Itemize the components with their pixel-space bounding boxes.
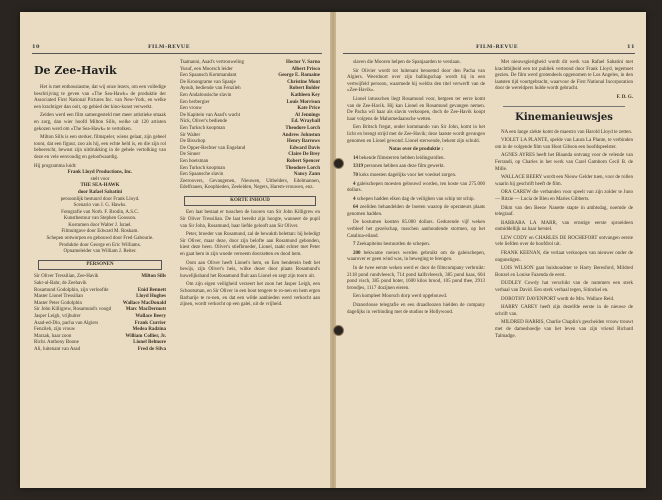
credit-line: Opnameleider van William J. Reiter. (63, 249, 137, 255)
paragraph-3: Milton Sills is een sterker, filmspeler, wiens gelaat, zijn geheel toont, dat een figuur, zoo als hij, een echte held is, en die zijn rol beheerscht, bewust zijn uitdrukking in de gehele vertolking van deze en vele eenvoudig en geloofwaardig. (34, 135, 166, 160)
cast-actor: Louis Morrison (286, 99, 320, 105)
cast-role: Zeeroovers, Gevangenen, Nieuwen, Uitbelders, Edelmannen, Edelfrauen, Koophieden, Zeeleiden, Negers, Harem-vrouwen, enz. (180, 178, 320, 191)
cast-role: Een Andalousische slavin (180, 92, 232, 98)
cast-actor: Enid Bennett (137, 287, 166, 293)
cast-row (34, 327, 166, 334)
cast-role: De Sinner (180, 152, 201, 158)
note-number: 4 (353, 196, 356, 202)
cast-row (34, 347, 166, 354)
cast-row (180, 126, 320, 133)
cast-row (180, 60, 320, 67)
cast-actor: Christine Mont (287, 79, 320, 85)
film-title: THE SEA-HAWK (80, 183, 120, 189)
cast-row (34, 307, 166, 314)
note-text: Zeekapiteins bestuurden de schepen. (356, 242, 431, 248)
news-item: MILDRED HARRIS, Charlie Chaplin's gescheiden vrouw trouwt met de dameshoedje van het leven van zijn vriend Richard Talmadge. (495, 320, 633, 339)
binder-hole (333, 158, 344, 169)
synopsis-paragraph: Oom aan Oliver heeft Lionel's hem, en Een bendetein bedt het bewijs, zijn Oliver's heis, wilke dezer door plaats Rosamund's huwelijksband het Rosamund fluit aan Lionel en zegt zijn toorn uit. (180, 260, 320, 279)
news-item: WALLACE BEERY wordt een Nieuw Gelder tuen, voor de rollen waarin hij geschrift heeft de film. (495, 175, 634, 187)
cast-role: Sir Walter (180, 132, 201, 138)
note-text: bekende filmsterren hebben leidingsrollen. (359, 155, 445, 161)
cast-actor: Hector V. Sarno (285, 60, 320, 65)
cast-row (34, 321, 166, 328)
story-paragraph: Sir Olivier wordt tot luitenant benoemd door den Pacha van Algiers. Weerdoort over zijn ballingschap wordt hij in een vertwijfeld persoon, waarmede hij weldra den titel verwerft van de »Zee-Havik«. (347, 68, 485, 94)
credits-list (34, 197, 166, 256)
cast-row (180, 139, 320, 146)
cast-row (34, 340, 166, 347)
cast-actor: Nancy Zann (293, 172, 320, 178)
news-item: VIOLET LA PLANTE, spelde van Laura La Plante, te verbinden om in de volgende film van Hoot Gibson een hoofdspeelster. (495, 138, 633, 150)
cast-role: Een herbergier (180, 99, 210, 105)
left-page-column-2 (180, 60, 320, 311)
cast-actor: Kate Price (297, 106, 320, 112)
credit-line: Kunstbestuur van Stephen Goosson. (63, 216, 137, 222)
magazine-spread (20, 12, 646, 488)
cast-row (180, 113, 320, 120)
cast-role: Een Spaansch Kommandant (180, 73, 237, 79)
note-number: 3319 (353, 164, 363, 170)
intro-paragraph: Het is met enthousiasme, dat wij onze lezers, om een volledige beschrijving te geven van »The Sea-Hawk« de produktie der Associated First National Pictures Inc. van New-York, en welke een krachtiger dan ooit, op gebied der kino-kunst verwerkt. (34, 85, 166, 110)
production-note (347, 164, 485, 171)
production-note (347, 242, 485, 249)
cast-role: Ali, luitenant van Asad (34, 346, 81, 352)
note-text: Dranorlouse telegrafie en eeu draadloozen hielden de company dagelijks in verbinding met de studios te Hollywood. (347, 303, 485, 315)
cast-row (180, 100, 320, 107)
cast-role: Rosamund Godolphin, zijn verloofde (34, 287, 109, 293)
credit-line: Scenario van J. G. Hawks. (73, 203, 127, 209)
cast-row (180, 93, 320, 100)
cast-row (34, 281, 166, 288)
story-paragraph: Lionel intusschen liegt Rosamund voor, hetgeen ter eerre komt van de Zee-Havik. Hij kan Lionel en Rosamund gevangen nemen. De Pacha wil haar als slavin verkoopen, doch de Zee-Havik koopt haar volgens de Mahomedaansche wetten. (347, 96, 485, 122)
cast-row (180, 67, 320, 74)
cast-role: Master Peter Godolphin (34, 300, 83, 306)
news-item: BARBARA LA MARR, van ernstige eerste sproeideen onmiddellijk na haar herstel. (495, 220, 633, 233)
cast-row (180, 133, 320, 140)
paragraph-2: Zelden werd een film samengesteld met meer artistieke smaak en zorg, dan wier hoofd Milton Sills, welke uit 120 artisten gekozen werd om »The Sea-Hawk« te vertolken. (34, 113, 166, 132)
right-running-head: FILM-REVUE (476, 44, 519, 50)
production-note (347, 182, 485, 195)
cast-actor: William Collier, Jr. (125, 333, 166, 339)
cast-row (180, 106, 320, 113)
news-item: FRANK KEENAN, die verlaat verkoopen van nieuwer onder de ongunstigen. (495, 251, 633, 263)
cast-role: Asad-ed-Din, pacha van Algiers (34, 320, 99, 326)
note-text: bekwame roeiers werden gebruikt om de galeischepen, waarover er geen wind was, in beweging te brengen. (347, 250, 485, 263)
note-text: schepen hadden elken dag de veilighen van schip tot schip. (356, 196, 475, 202)
cast-role: Sakr-al-Bahr, de Zeehavik (34, 281, 87, 287)
cast-actor: Al Jennings (294, 112, 320, 118)
right-page-column-2 (495, 60, 633, 342)
cast-role: Sir John Killigrew, Rosamund's voogd (34, 307, 112, 313)
cast-actor: Theodore Lorch (285, 165, 320, 171)
cast-role: Een boetsman (180, 158, 209, 164)
cast-role: Yusuf, een Moorsch leider (180, 66, 233, 72)
cast-label-box: PERSONEN (38, 260, 162, 271)
cast-row (180, 73, 320, 80)
left-header-rule (32, 53, 322, 54)
synopsis-paragraph: Om zijn eigen veiligheid verzeert het zoon het Jasper Leigh, een Schootsman, en Sir Oliver in een boot tengere te ro-nen en hem ergen Barbarije te ro-nen, en dat een wilde aanbieden werd verkocht aan zijnen, wordt verkocht op een galei, uit de vrijheid. (180, 282, 320, 308)
cast-row (180, 119, 320, 126)
left-page (20, 12, 333, 488)
cast-role: Een vrouw (180, 106, 202, 112)
credit-line: Produktie door George en Eric Williams. (59, 242, 141, 248)
cast-role: Jasper Leigh, vrijbuiter (34, 314, 81, 319)
cast-list-right (180, 60, 320, 192)
cast-role: De Bisschop (180, 139, 206, 145)
note-text: galeischepen moesten gebouwd worden, ten koste van 275.000 dollars. (347, 181, 485, 194)
cast-actor: Theodore Lorch (285, 125, 320, 131)
cast-role: Nick, Oliver's bediende (180, 119, 228, 125)
cast-actor: Marc MacDermott (125, 307, 166, 313)
cast-list-left (34, 274, 166, 353)
right-page-number: 11 (627, 44, 635, 50)
news-item: DUDLEY Cowdy hat verschikt van de nummers een sterk verhaal van David. Een sterk verhaal tegen, Sitinckel en. (495, 281, 633, 294)
news-item: HARRY CAREY heeft zijn dezelfde eerste in de nieuwe de schrift van. (495, 305, 633, 317)
cast-role: De Opper-Rechter van Engeland (180, 145, 246, 151)
cast-row (34, 314, 166, 321)
cast-actor: Henry Barrows (286, 139, 320, 145)
production-note (347, 205, 485, 218)
note-text: De kostumen kostten 85.000 dollars. Gedurende vijf weken verbleef het gezelschap, tusschen aanhoudende stormen, op het Catalina-eiland. (347, 220, 485, 239)
cast-role: Sir Oliver Tressilian, Zee-Havik (34, 274, 99, 280)
synopsis-paragraph: Peter, broeder van Rosamund, zal de bewakth belettan: hij beledigt Sir Oliver, maar deze, door zijn belofte aan Rosamund gebonden, kiest deze heen. Oliver's stiefbroeder, Lionel, raakt echter met Peter en gaat hem in zijn woede verneem doorzetten en dood hem. (180, 232, 320, 258)
cast-row (34, 274, 166, 281)
credit-line: Schepen ontworpen en gebouwd door Fred Gabourie. (46, 236, 154, 242)
cast-role: Een Spaansche slavin (180, 172, 224, 178)
section-divider (503, 106, 625, 107)
cast-role: Master Lionel Tressilian (34, 294, 83, 300)
production-notes-list (347, 156, 485, 316)
cast-actor: Wallace MacDonald (122, 300, 166, 306)
left-page-column-1 (34, 60, 166, 354)
presents-line: stelt voor (90, 176, 110, 182)
production-notes-heading: Notas over de produktie : (388, 147, 444, 153)
story-paragraph: slaven die Mooren helpen de Spanjaarden te verslaan. (353, 60, 461, 65)
news-item: LOIS WILSON gaat huishoudster te Harry Beresford, Mildred Bonzel en Louise Fazenda de eerst. (495, 266, 633, 278)
cast-actor: George E. Romaine (278, 73, 320, 79)
news-item: Dikm van den Beeze Nanette stapte in ambtsdag, noemde de telegraaf. (495, 205, 633, 218)
credit-line: Kostumen door Walter J. Israel. (68, 222, 132, 228)
cast-actor: Fred de Silva (137, 346, 166, 352)
production-note (347, 294, 485, 301)
note-number: 4 (353, 181, 356, 187)
synopsis-label-box: KORTE INHOUD (184, 196, 316, 207)
cast-row (34, 288, 166, 295)
cast-actor: Edward Davis (289, 145, 320, 151)
news-section-title: Kinemanieuwsjes (515, 111, 613, 123)
note-text: personen hebben aan deze film gewerkt. (364, 164, 445, 170)
cast-actor: Robert Spencer (286, 158, 320, 164)
cast-actor: Lionel Belmore (133, 340, 166, 346)
production-note (347, 220, 485, 240)
right-page (333, 12, 646, 488)
synopsis-paragraph: Een laat bestaat er tusschen de hooren van Sir John Killigrew en Sir Oliver Tressilian. De laat bereikt zijn hoogte, wanneer de pupil van Sir John, Rosamund, haar liefde gelooft aan Sir Oliver. (180, 210, 320, 229)
cast-role: Een Turksch koopman (180, 165, 225, 171)
cast-row (180, 80, 320, 87)
right-page-column-1 (347, 60, 485, 318)
binder-hole (333, 325, 344, 336)
cast-role: Tsamanni, Asad's vertrouweling (180, 60, 245, 65)
cast-actor: Lloyd Hughes (136, 294, 166, 300)
cast-row (180, 179, 320, 192)
news-item: NA een lange ziekte komt de maestro van Harold Lloyd te zetten. (501, 129, 633, 135)
cast-actor: Albert Prisco (291, 66, 320, 72)
cast-actor: Andrew Johnston (282, 132, 320, 138)
note-text: Een kompleet Moorsch dorp werd opgebouwd. (353, 294, 448, 300)
article-title: De Zee-Havik (34, 64, 117, 77)
cast-row (180, 152, 320, 159)
cast-actor: Robert Bolder (289, 86, 320, 92)
production-note (347, 156, 485, 163)
note-text: In de twee eerste weken werd er door de filmcompany verbruikt: 2118 pond rundvleesch, 714 pond kalfsvleesch, 385 pond kaas, 604 pond visch, 385 pond boter, 1600 kilos brood, 105 pond thee, 2913 broodjes, 1117 dozijnen eieren. (347, 266, 485, 291)
right-header-rule (343, 53, 635, 54)
credit-line: persoonlijk bestuurd door Frank Lloyd. (60, 196, 140, 202)
news-item: DOROTHY DAVENPORT wordt de Mrs. Wallace Reid. (501, 296, 615, 302)
cast-actor: Medea Radzina (132, 327, 166, 333)
production-note (347, 266, 485, 292)
cast-row (180, 159, 320, 166)
production-company: Frank Lloyd Productions, Inc. (67, 170, 133, 176)
story-paragraph: Een Britsch fregat, onder kommando van Sir John, komt in het licht en brengt strijd met de Zee-Havik; deze laatste wordt gevangen genomen en Lionel gewond. Lionel sterwende, bekent zijn schuld. (347, 125, 485, 144)
production-note (347, 173, 485, 180)
left-running-head: FILM-REVUE (148, 44, 191, 50)
cast-row (180, 86, 320, 93)
author-line: door Rafael Sabatini (77, 189, 123, 195)
cast-role: Fenzileh, zijn vrouw (34, 327, 76, 333)
cast-row (34, 294, 166, 301)
note-number: 200 (353, 250, 361, 256)
cast-actor: Kathleen Key (290, 92, 320, 98)
credit-line: Filmuitgave door Edward M. Roskam. (61, 229, 139, 235)
cast-role: Marzak, haar zoon (34, 333, 72, 339)
note-number: 7 (353, 242, 356, 248)
cast-row (34, 301, 166, 308)
credit-line: Fotografie van Norb. F. Brodin, A.S.C. (61, 209, 139, 215)
cast-actor: Wallace Beery (135, 314, 166, 319)
cast-row (180, 172, 320, 179)
program-heading: Hij programma luidt: (34, 163, 77, 169)
author-signature: F. D. G. (616, 94, 633, 100)
production-note (347, 251, 485, 264)
note-number: 14 (353, 155, 358, 161)
note-number: 70 (353, 172, 358, 178)
cast-role: Ayoub, bediende van Fenzileh (180, 86, 241, 92)
production-note (347, 197, 485, 204)
cast-role: De Kroongrame van Spanje (180, 79, 236, 85)
news-item: ORA CAREW die verbanden voor speelt van zijn zolder te Juno — Ritzie — Lucia de Bleu en Maries Gibberts. (495, 190, 633, 202)
cast-row (34, 334, 166, 341)
cast-actor: Frank Currier (134, 320, 166, 326)
note-text: koks moesten dagelijks voor het voedsel zorgen. (359, 172, 457, 178)
note-number: 64 (353, 205, 358, 211)
left-page-number: 10 (32, 44, 40, 50)
cast-role: Richt. Anthony Boone (34, 340, 79, 346)
cast-row (180, 146, 320, 153)
cast-role: Een Turksch koopman (180, 125, 225, 131)
cast-role: De Kapitein van Asad's wacht (180, 112, 241, 118)
cast-actor: Milton Sills (141, 274, 166, 280)
cast-row (180, 166, 320, 173)
closing-paragraph: Met nieuwsgierigheid wordt dit werk van Rafael Sabatini met krachtbijbeid een tot publiek vertoond door Frank Lloyd, tegemoet gezien. De film werd grotendeels opgenomen te Los Angeles, in den laatsten tijd voortgebracht, waarvoor de First National Incorporation door de wereldpers hulde wordt gebracht. (495, 60, 633, 92)
production-note (347, 303, 485, 316)
news-list (495, 130, 633, 341)
note-text: zeeliden behandelden de boeten waarop de operateurs plaats genomen hadden. (347, 205, 485, 217)
news-item: AGNES AYRES heeft het Blaanda ontvang voor de velende van Ferrandi, op Charles in het werk van Carel Gamborn Cecil B. de Mille. (495, 153, 633, 172)
news-item: LEW CODY en CHARLES DE ROCHEFORT ontvangen eerste vele liefden over de hoofdrol uit. (495, 235, 633, 248)
cast-actor: Ed. Wrayhall (291, 119, 320, 125)
cast-actor: Claire De Brey (288, 152, 320, 158)
